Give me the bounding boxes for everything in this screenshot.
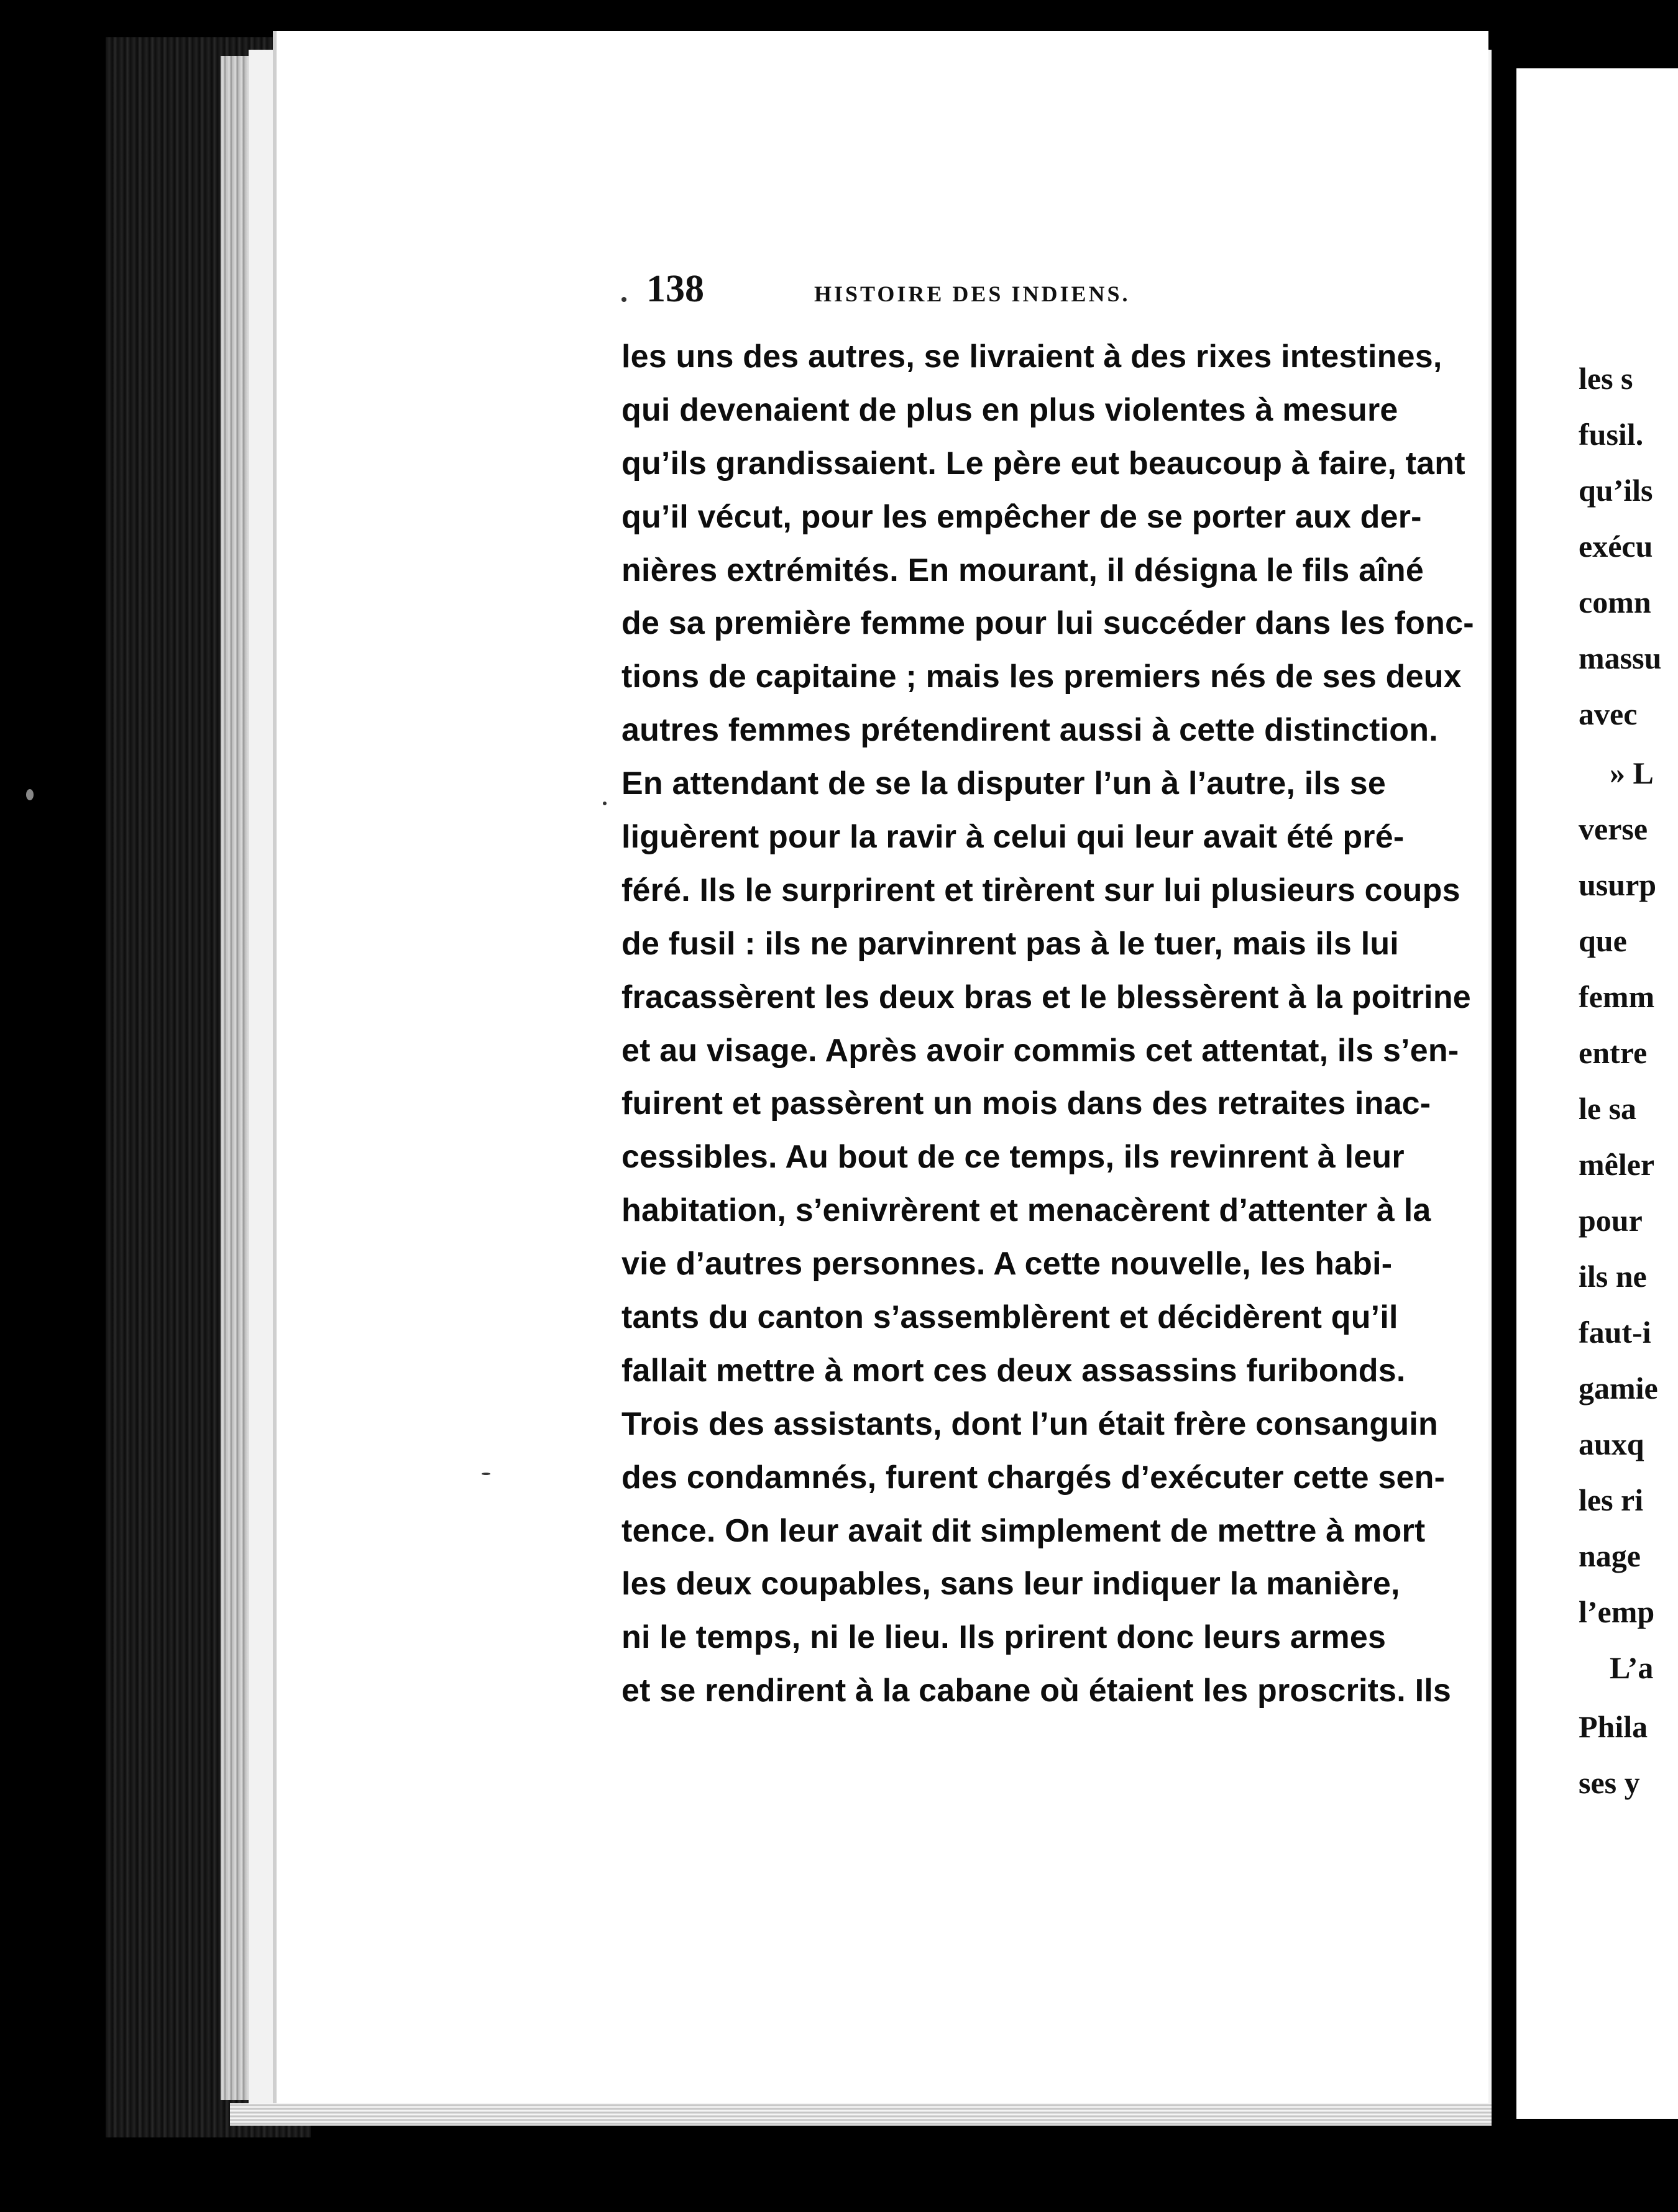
text-line: de sa première femme pour lui succéder dans les fonc- bbox=[621, 605, 1474, 642]
fragment-line: femm bbox=[1579, 979, 1655, 1014]
gutter bbox=[1492, 0, 1516, 2212]
text-line: des condamnés, furent chargés d’exécuter cette sen- bbox=[621, 1459, 1446, 1496]
text-line: de fusil : ils ne parvinrent pas à le tuer, mais ils lui bbox=[621, 925, 1399, 962]
text-line: tions de capitaine ; mais les premiers nés de ses deux bbox=[621, 659, 1462, 695]
fragment-line: entre bbox=[1579, 1035, 1648, 1070]
fragment-line: gamie bbox=[1579, 1371, 1658, 1405]
text-line: les deux coupables, sans leur indiquer la manière, bbox=[621, 1566, 1400, 1602]
text-line: qu’il vécut, pour les empêcher de se porter aux der- bbox=[621, 498, 1422, 535]
fragment-line: les ri bbox=[1579, 1483, 1644, 1517]
page-number: 138 bbox=[646, 268, 704, 310]
text-line: En attendant de se la disputer l’un à l’autre, ils se bbox=[621, 766, 1387, 802]
scan-speck bbox=[26, 789, 34, 800]
fragment-line: pour bbox=[1579, 1203, 1643, 1238]
text-line: vie d’autres personnes. A cette nouvelle, les habi- bbox=[621, 1246, 1393, 1282]
scan-speck bbox=[482, 1473, 490, 1475]
fragment-line: avec bbox=[1579, 697, 1638, 731]
text-line: fuirent et passèrent un mois dans des retraites inac- bbox=[621, 1085, 1431, 1122]
text-line: cessibles. Au bout de ce temps, ils revinrent à leur bbox=[621, 1139, 1405, 1176]
right-page-fragment bbox=[1516, 68, 1678, 2119]
running-head bbox=[646, 267, 1130, 317]
fragment-line: qu’ils bbox=[1579, 473, 1653, 508]
fragment-line: l’emp bbox=[1579, 1594, 1655, 1629]
text-line: les uns des autres, se livraient à des rixes intestines, bbox=[621, 339, 1442, 375]
text-line: qui devenaient de plus en plus violentes à mesure bbox=[621, 391, 1398, 428]
fragment-line: usurp bbox=[1579, 867, 1657, 902]
fragment-line: faut-i bbox=[1579, 1315, 1651, 1350]
running-head-title: HISTOIRE DES INDIENS. bbox=[814, 281, 1130, 306]
fragment-line: Phila bbox=[1579, 1709, 1648, 1744]
text-line: nières extrémités. En mourant, il désigna le fils aîné bbox=[621, 552, 1424, 588]
fragment-line: comn bbox=[1579, 585, 1651, 619]
fragment-line: auxq bbox=[1579, 1427, 1644, 1461]
fragment-line: ses y bbox=[1579, 1765, 1640, 1800]
fragment-line: » L bbox=[1610, 756, 1654, 790]
fragment-line: massu bbox=[1579, 641, 1662, 675]
body-text bbox=[621, 331, 1474, 1718]
scan-speck bbox=[621, 297, 626, 302]
text-line: ni le temps, ni le lieu. Ils prirent donc leurs armes bbox=[621, 1619, 1387, 1656]
fragment-line: fusil. bbox=[1579, 417, 1644, 452]
fragment-line: L’a bbox=[1610, 1650, 1654, 1685]
fragment-line: le sa bbox=[1579, 1091, 1637, 1126]
fragment-line: nage bbox=[1579, 1538, 1641, 1573]
text-line: tants du canton s’assemblèrent et décidèrent qu’il bbox=[621, 1299, 1398, 1336]
text-line: et se rendirent à la cabane où étaient les proscrits. Ils bbox=[621, 1673, 1452, 1709]
fragment-line: que bbox=[1579, 923, 1627, 958]
text-line: liguèrent pour la ravir à celui qui leur avait été pré- bbox=[621, 819, 1405, 856]
fragment-line: exécu bbox=[1579, 529, 1653, 564]
text-line: féré. Ils le surprirent et tirèrent sur lui plusieurs coups bbox=[621, 872, 1460, 908]
text-line: qu’ils grandissaient. Le père eut beaucoup à faire, tant bbox=[621, 445, 1465, 482]
fragment-line: mêler bbox=[1579, 1147, 1655, 1182]
fragment-line: ils ne bbox=[1579, 1259, 1647, 1294]
text-line: tence. On leur avait dit simplement de mettre à mort bbox=[621, 1512, 1426, 1549]
fragment-line: les s bbox=[1579, 361, 1633, 396]
text-line: Trois des assistants, dont l’un était frère consanguin bbox=[621, 1405, 1438, 1442]
text-line: fallait mettre à mort ces deux assassins furibonds. bbox=[621, 1352, 1406, 1389]
page-bottom-edges bbox=[230, 2103, 1492, 2126]
fragment-line: verse bbox=[1579, 811, 1648, 846]
text-line: habitation, s’enivrèrent et menacèrent d’attenter à la bbox=[621, 1192, 1431, 1229]
scan-speck bbox=[603, 802, 607, 805]
text-line: autres femmes prétendirent aussi à cette distinction. bbox=[621, 712, 1438, 749]
text-line: fracassèrent les deux bras et le blessèrent à la poitrine bbox=[621, 979, 1471, 1015]
text-line: et au visage. Après avoir commis cet attentat, ils s’en- bbox=[621, 1032, 1459, 1069]
